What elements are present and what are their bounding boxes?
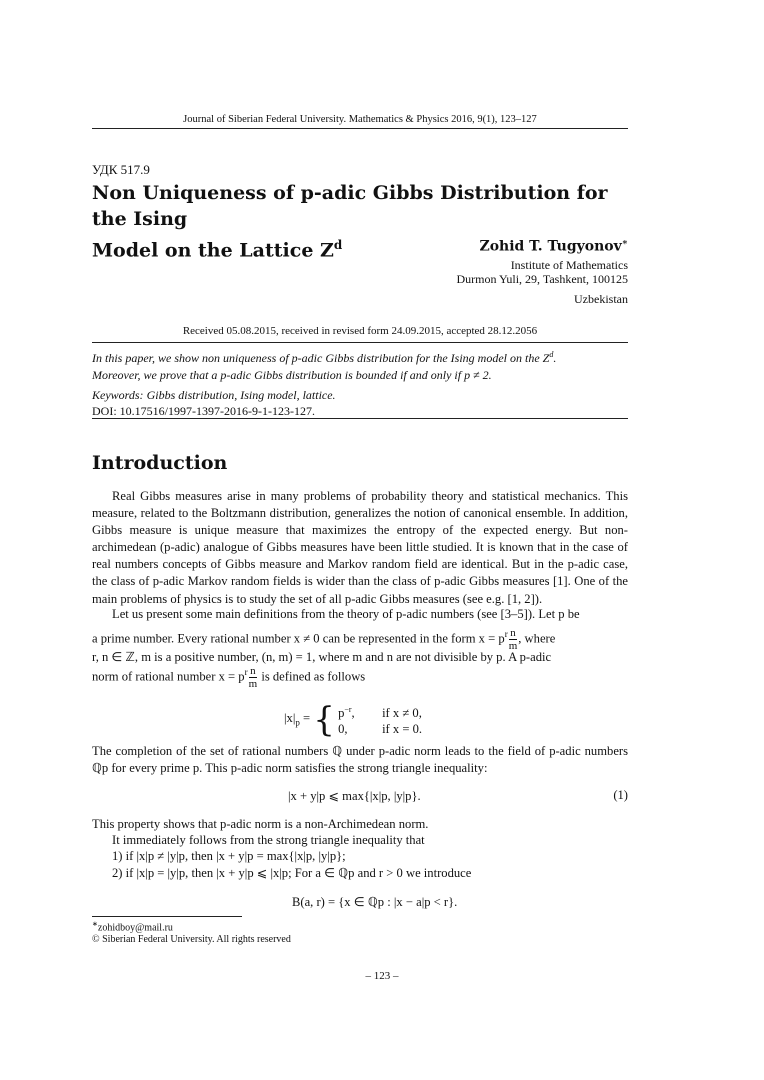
title-line-1: Non Uniqueness of p-adic Gibbs Distribution for the Ising: [92, 182, 608, 230]
frac-den: m: [508, 640, 518, 652]
copyright-text: Siberian Federal University. All rights reserved: [102, 934, 291, 945]
doi: DOI: 10.17516/1997-1397-2016-9-1-123-127.: [92, 404, 315, 418]
brace-symbol: {: [313, 699, 335, 740]
footnote-rule: [92, 916, 242, 917]
equation-1-number: (1): [613, 788, 628, 802]
p2-line4-end: is defined as follows: [258, 669, 366, 684]
intro-p2-line-4: [92, 665, 365, 690]
title-line-2: Model on the Lattice Z: [92, 239, 334, 262]
keywords-label: Keywords:: [92, 388, 144, 402]
header-rule: [92, 128, 628, 129]
exp-r-2: r: [244, 667, 248, 678]
author-text: Zohid T. Tugyonov: [479, 238, 622, 255]
case1-condition: if x ≠ 0,: [382, 706, 422, 721]
p2-line2-end: , where: [518, 631, 556, 646]
keywords-block: [92, 387, 336, 419]
norm-lhs-text: |x|: [284, 711, 296, 726]
footnote-mark: ∗: [92, 920, 98, 928]
equation-1: |x + y|p ⩽ max{|x|p, |y|p}.: [288, 789, 421, 803]
affiliation-line-2: Durmon Yuli, 29, Tashkent, 100125: [456, 272, 628, 286]
frac-den-2: m: [248, 678, 258, 690]
keywords-text: Gibbs distribution, Ising model, lattice.: [146, 388, 336, 402]
intro-paragraph-3: The completion of the set of rational numbers ℚ under p-adic norm leads to the field of p-adic numbers ℚp for every prime p. This p-adic norm satisfies the strong triangle inequality:: [92, 744, 628, 776]
intro-paragraph-1: Real Gibbs measures arise in many problems of probability theory and statistical mechanics. This measure, related to the Boltzmann distribution, generalizes the notion of canonical ensemble. In addition, Gibbs measure is unique measure that maximizes the entropy of the expected energy. But non-archimedean (p-adic) analogue of Gibbs measures have been little studied. It is known that in the case of real numbers concepts of Gibbs measure and Markov random field are identical. But in the p-adic case, the class of p-adic Markov random fields is wider than the class of p-adic Gibbs measures [1]. One of the main problems of physics is to study the set of all p-adic Gibbs measures (see e.g. [1, 2]).: [92, 489, 628, 606]
intro-p2-line-3: r, n ∈ ℤ, m is a positive number, (n, m) = 1, where m and n are not divisible by p. A p-adic: [92, 650, 552, 664]
p2-line2-text: a prime number. Every rational number x ≠ 0 can be represented in the form x = p: [92, 631, 505, 646]
equation-ball: B(a, r) = {x ∈ ℚp : |x − a|p < r}.: [292, 895, 458, 909]
abstract-line-2: Moreover, we prove that a p-adic Gibbs distribution is bounded if and only if p ≠ 2.: [92, 368, 492, 382]
author-footnote-mark: ∗: [621, 238, 628, 248]
received-dates: Received 05.08.2015, received in revised form 24.09.2015, accepted 28.12.2056: [182, 325, 538, 337]
footnote-email-text: zohidboy@mail.ru: [97, 922, 173, 934]
intro-paragraph-4: This property shows that p-adic norm is a non-Archimedean norm.: [92, 817, 429, 831]
list-item-1: 1) if |x|p ≠ |y|p, then |x + y|p = max{|x|p, |y|p};: [112, 849, 346, 863]
author-name: [479, 238, 628, 255]
abstract-top-rule: [92, 342, 628, 343]
footnote-email: [92, 920, 173, 933]
abstract-superscript: d: [549, 350, 554, 359]
affiliation-line-3: Uzbekistan: [574, 292, 628, 306]
abstract-line-1-end: .: [553, 351, 557, 365]
udk-code: УДК 517.9: [92, 162, 150, 177]
case1-val-text: p: [338, 706, 345, 721]
norm-definition: [284, 699, 423, 740]
norm-cases: [338, 702, 422, 737]
abstract-line-1: In this paper, we show non uniqueness of p-adic Gibbs distribution for the Ising model on the Z: [92, 351, 550, 365]
p2-line4-text: norm of rational number x = p: [92, 669, 245, 684]
abstract-bottom-rule: [92, 418, 628, 419]
affiliation-line-1: Institute of Mathematics: [510, 258, 628, 272]
frac-num-2: n: [250, 665, 256, 677]
norm-lhs: $|x|_p$ =: [284, 711, 311, 728]
journal-header: Journal of Siberian Federal University. Mathematics & Physics 2016, 9(1), 123–127: [183, 114, 537, 125]
case2-value: 0,: [338, 722, 348, 737]
case1-value: $p^{-r}$,: [338, 705, 355, 721]
intro-p2-line-1: Let us present some main definitions from the theory of p-adic numbers (see [3–5]). Let p be: [112, 607, 580, 621]
case1-sup: −r: [344, 705, 352, 714]
page-number: – 123 –: [365, 970, 399, 982]
case2-condition: if x = 0.: [382, 722, 423, 737]
fraction-n-over-m-2: [249, 665, 258, 690]
exp-r: r: [504, 629, 508, 640]
intro-paragraph-5: It immediately follows from the strong triangle inequality that: [112, 833, 425, 847]
list-item-2: 2) if |x|p = |y|p, then |x + y|p ⩽ |x|p; For a ∈ ℚp and r > 0 we introduce: [112, 866, 472, 880]
title-superscript: d: [333, 238, 343, 252]
copyright-icon: ©: [92, 934, 100, 945]
footnote-copyright: [92, 934, 291, 945]
norm-lhs-sub: p: [295, 717, 300, 728]
frac-num: n: [510, 627, 516, 639]
abstract: [92, 346, 628, 384]
section-heading: Introduction: [92, 452, 228, 474]
